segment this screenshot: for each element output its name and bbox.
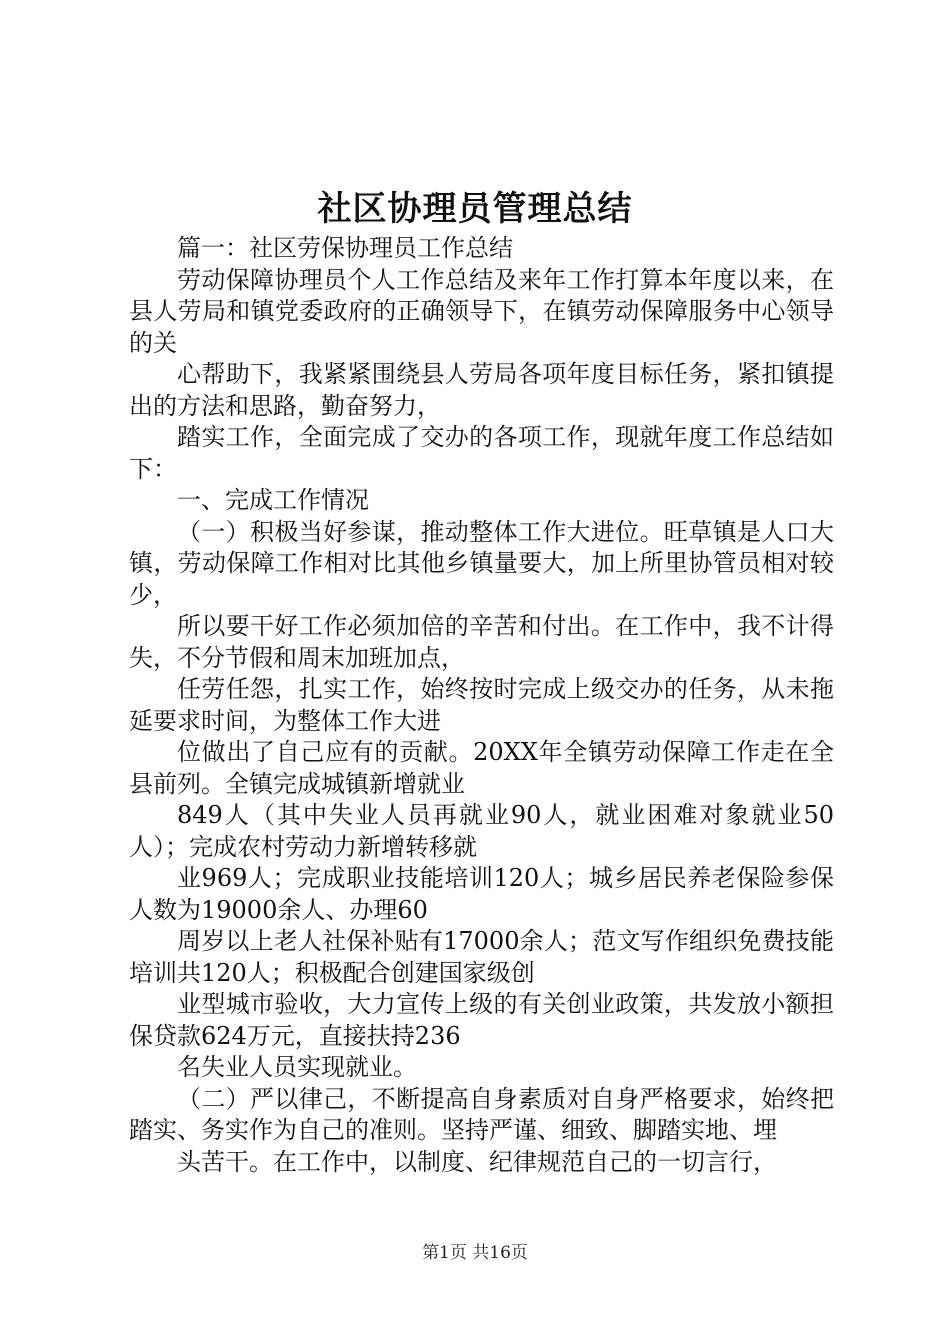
paragraph: 任劳任怨，扎实工作，始终按时完成上级交办的任务，从未拖延要求时间，为整体工作大进 <box>129 675 834 735</box>
paragraph: 一、完成工作情况 <box>177 486 369 514</box>
paragraph: 踏实工作，全面完成了交办的各项工作，现就年度工作总结如下： <box>129 423 834 483</box>
paragraph: 业型城市验收，大力宣传上级的有关创业政策，共发放小额担保贷款624万元，直接扶持236 <box>129 990 834 1050</box>
paragraph: 业969人；完成职业技能培训120人；城乡居民养老保险参保人数为19000余人、办理60 <box>129 864 834 924</box>
paragraph: 名失业人员实现就业。 <box>177 1053 417 1081</box>
document-title: 社区协理员管理总结 <box>317 189 633 229</box>
paragraph: 心帮助下，我紧紧围绕县人劳局各项年度目标任务，紧扣镇提出的方法和思路，勤奋努力， <box>129 360 834 420</box>
paragraph: （二）严以律己，不断提高自身素质对自身严格要求，始终把踏实、务实作为自己的准则。坚持严谨、细致、脚踏实地、埋 <box>129 1084 834 1144</box>
paragraph: 头苦干。在工作中，以制度、纪律规范自己的一切言行， <box>177 1147 777 1176</box>
paragraph: 劳动保障协理员个人工作总结及来年工作打算本年度以来，在县人劳局和镇党委政府的正确领导下，在镇劳动保障服务中心领导的关 <box>129 265 834 357</box>
document-body <box>129 233 834 1178</box>
paragraph: 所以要干好工作必须加倍的辛苦和付出。在工作中，我不计得失，不分节假和周末加班加点， <box>129 612 834 672</box>
paragraph: 周岁以上老人社保补贴有17000余人；范文写作组织免费技能培训共120人；积极配合创建国家级创 <box>129 927 834 987</box>
paragraph: 849人（其中失业人员再就业90人，就业困难对象就业50人）；完成农村劳动力新增转移就 <box>129 801 834 861</box>
paragraph: （一）积极当好参谋，推动整体工作大进位。旺草镇是人口大镇，劳动保障工作相对比其他乡镇量要大，加上所里协管员相对较少， <box>129 517 834 609</box>
paragraph: 位做出了自己应有的贡献。20XX年全镇劳动保障工作走在全县前列。全镇完成城镇新增就业 <box>129 738 834 798</box>
page-footer: 第1页 共16页 <box>422 1243 528 1263</box>
paragraph: 篇一：社区劳保协理员工作总结 <box>177 234 513 262</box>
